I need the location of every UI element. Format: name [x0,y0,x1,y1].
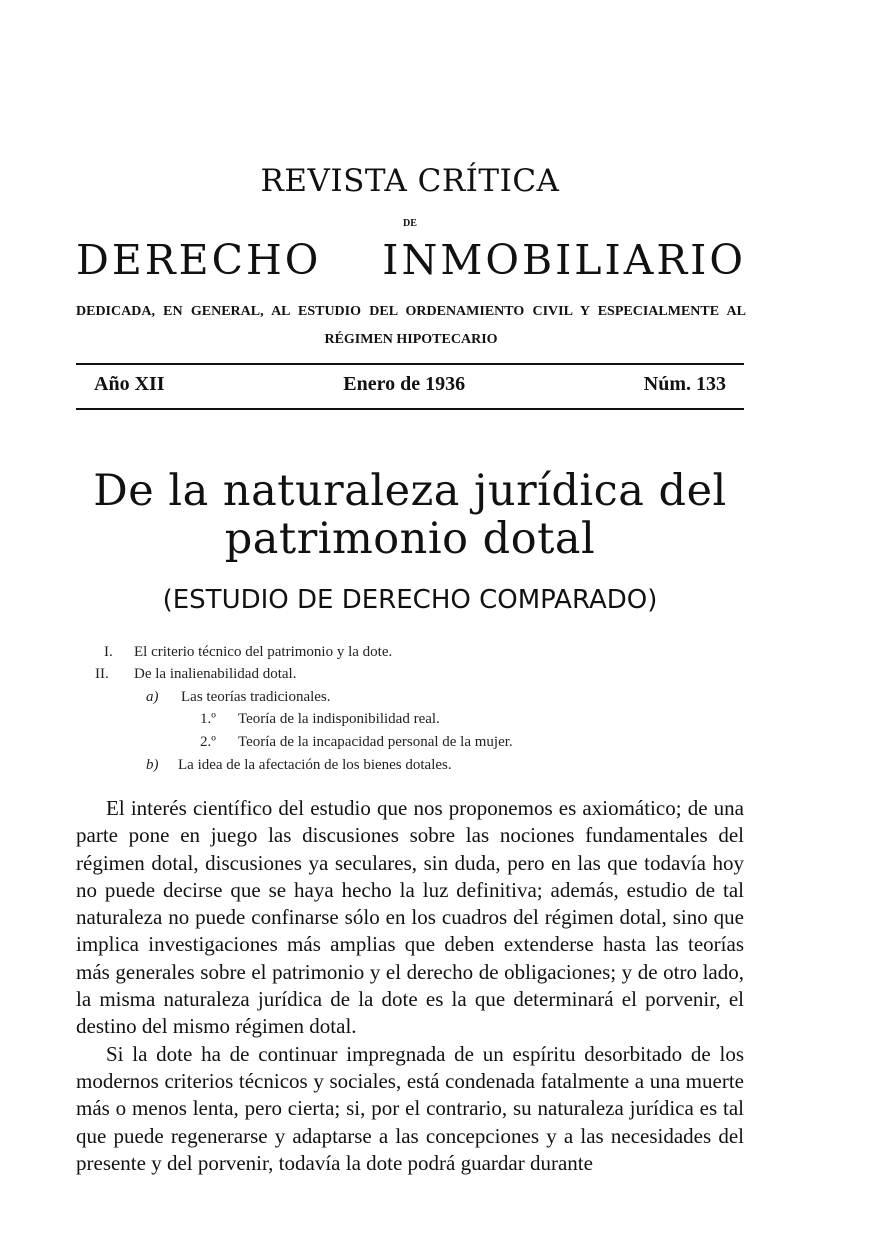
body-paragraph-2: Si la dote ha de continuar impregnada de un espíritu desorbitado de los modernos criterios técnicos y sociales, está condenada fatalmente a una muerte más o menos lenta, pero cierta; si, por el contrario, su naturaleza jurídica es tal que puede regenerarse y adaptarse a las concepciones y a las necesidades del presente y del porvenir, todavía la dote podrá guardar durante [76,1041,744,1175]
body-paragraph-1: El interés científico del estudio que nos proponemos es axiomático; de una parte pone en juego las discusiones sobre las nociones fundamentales del régimen dotal, discusiones ya seculares, sin duda, pero en las que todavía hoy no puede decirse que se haya hecho la luz definitiva; además, estudio de tal naturaleza no puede confinarse sólo en los cuadros del régimen dotal, sino que implica investigaciones más amplias que deben extenderse hasta las teorías más generales sobre el patrimonio y el derecho de obligaciones; y de otro lado, la misma naturaleza jurídica de la dote es la que determinará el porvenir, el destino del mismo régimen dotal. [76,796,744,1039]
masthead-rule-top [76,363,744,365]
masthead-rule-bottom [76,408,744,410]
toc-item [104,644,392,661]
article-subtitle: (ESTUDIO DE DERECHO COMPARADO) [162,585,658,615]
journal-title-line1: REVISTA CRÍTICA [260,163,560,199]
toc-text: Las teorías tradicionales. [181,689,331,705]
toc-text: Teoría de la incapacidad personal de la mujer. [238,734,513,750]
toc-item [200,711,440,728]
toc-item [146,689,331,706]
toc-item [95,666,296,683]
toc-item [146,757,452,774]
toc-item [200,734,513,751]
journal-connector: DE [403,218,417,229]
toc-marker: I. [104,644,113,660]
issue-year: Año XII [94,373,165,395]
toc-text: Teoría de la indisponibilidad real. [238,711,440,727]
toc-marker: 2.º [200,734,216,750]
article-title: De la naturaleza jurídica del patrimonio dotal [93,466,727,564]
article-body [76,795,744,1177]
toc-text: El criterio técnico del patrimonio y la dote. [134,644,393,660]
issue-date: Enero de 1936 [343,373,466,395]
toc-text: De la inalienabilidad dotal. [134,666,297,682]
toc-marker: a) [146,689,159,705]
toc-marker: 1.º [200,711,216,727]
journal-title-line2: DERECHO INMOBILIARIO [76,236,746,284]
journal-dedication: DEDICADA, EN GENERAL, AL ESTUDIO DEL ORDENAMIENTO CIVIL Y ESPECIALMENTE AL RÉGIMEN HIPOTECARIO [76,304,746,347]
toc-marker: b) [146,757,159,773]
issue-info-row [94,373,726,396]
issue-number: Núm. 133 [643,373,726,395]
toc-marker: II. [95,666,109,682]
toc-text: La idea de la afectación de los bienes dotales. [178,757,452,773]
